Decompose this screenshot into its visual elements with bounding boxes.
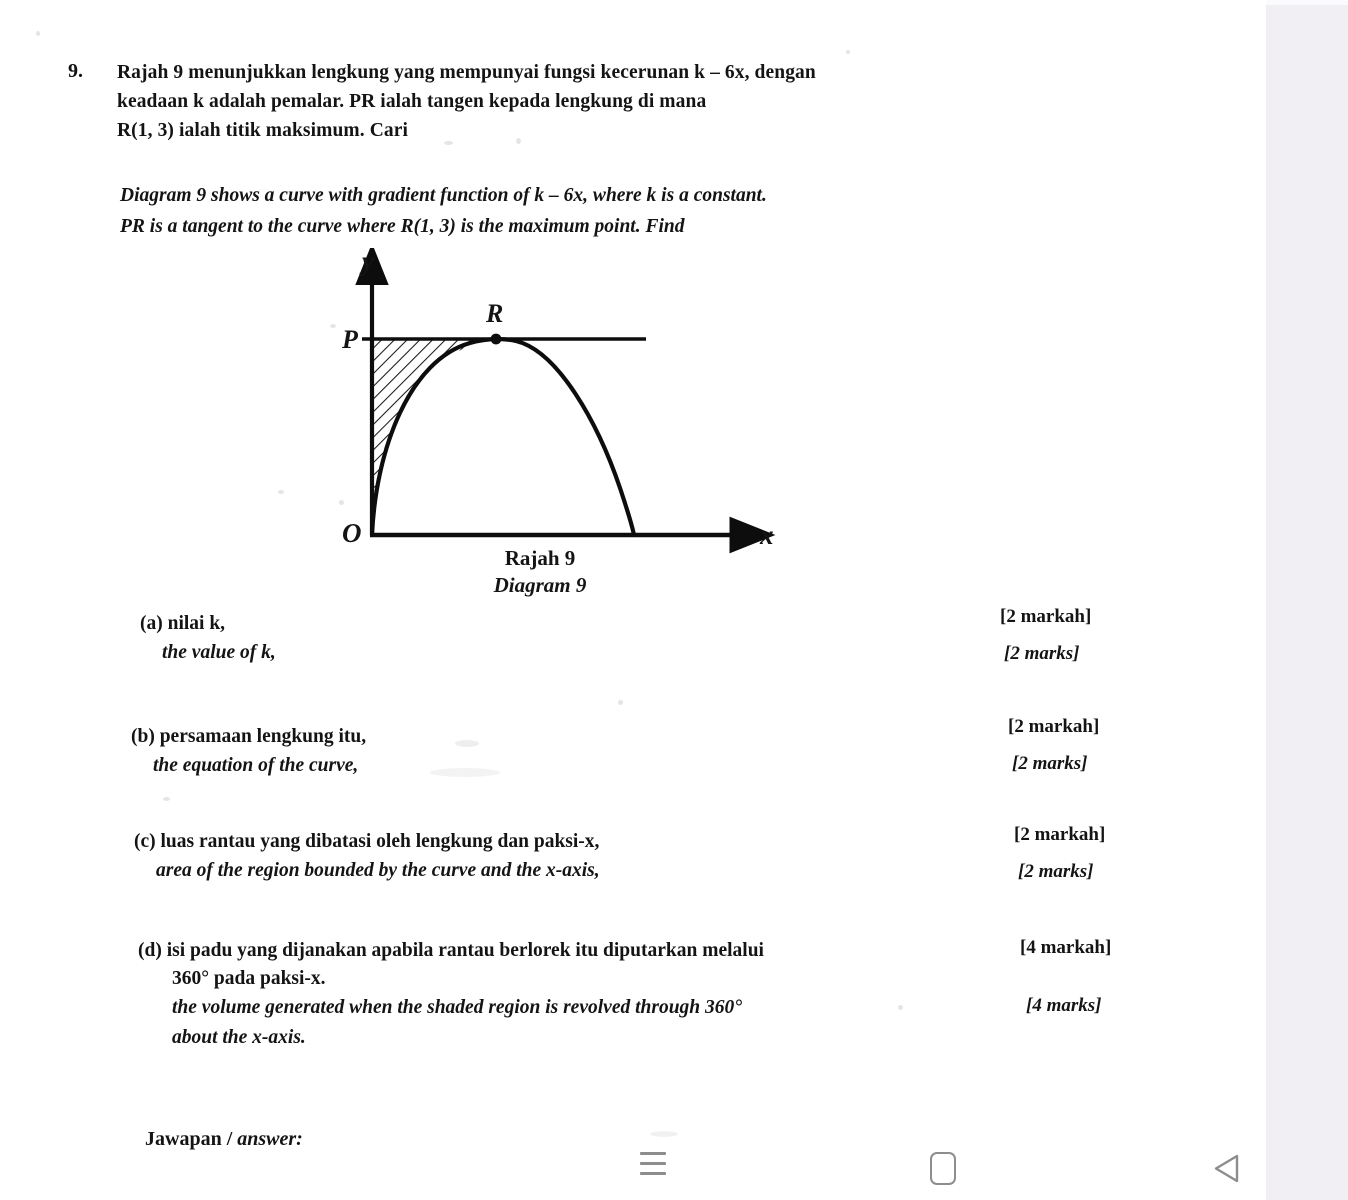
screen-edge-strip (1266, 0, 1348, 1200)
scan-speck (846, 50, 850, 54)
origin-label: O (342, 518, 362, 548)
part-c-label-malay: (c) luas rantau yang dibatasi oleh lengkung dan paksi-x, (134, 831, 600, 852)
part-d-label-malay-line-1: (d) isi padu yang dijanakan apabila rantau berlorek itu diputarkan melalui (138, 940, 764, 961)
scan-speck (163, 797, 170, 801)
back-button[interactable] (1212, 1152, 1242, 1185)
home-button[interactable] (930, 1152, 956, 1185)
menu-icon-bar (640, 1152, 666, 1155)
part-d-marks-english: [4 marks] (1026, 995, 1102, 1016)
screen-edge-strip-top (1266, 0, 1348, 5)
part-d-label-english-line-1: the volume generated when the shaded region is revolved through 360° (172, 997, 743, 1018)
part-b-marks-english: [2 marks] (1012, 753, 1088, 774)
answer-label-malay: Jawapan / (145, 1128, 233, 1150)
menu-icon-bar (640, 1162, 666, 1165)
diagram-caption-english: Diagram 9 (493, 573, 587, 597)
stem-english-line-1: Diagram 9 shows a curve with gradient function of k – 6x, where k is a constant. (120, 185, 767, 206)
part-d-marks-malay: [4 markah] (1020, 937, 1112, 958)
point-R-label: R (486, 299, 504, 328)
stem-english-line-2: PR is a tangent to the curve where R(1, 3) is the maximum point. Find (120, 216, 685, 237)
part-c (134, 828, 994, 886)
part-d-label-english-line-2: about the x-axis. (172, 1027, 306, 1048)
part-a-label-malay: (a) nilai k, (140, 613, 226, 634)
scan-speck (36, 31, 40, 36)
part-d (138, 937, 1018, 1053)
point-P-label: P (342, 325, 358, 354)
stem-malay-line-1: Rajah 9 menunjukkan lengkung yang mempunyai fungsi kecerunan k – 6x, dengan (117, 62, 816, 83)
scan-speck (618, 700, 623, 705)
scan-speck (650, 1131, 678, 1137)
part-a (140, 610, 920, 668)
diagram-caption-malay: Rajah 9 (504, 546, 576, 570)
part-a-label-english: the value of k, (162, 642, 276, 663)
part-b-label-malay: (b) persamaan lengkung itu, (131, 726, 367, 747)
part-c-marks-malay: [2 markah] (1014, 824, 1106, 845)
part-c-label-english: area of the region bounded by the curve and the x-axis, (156, 860, 600, 881)
part-a-marks-english: [2 marks] (1004, 643, 1080, 664)
question-stem-malay (117, 58, 977, 145)
stem-malay-line-2: keadaan k adalah pemalar. PR ialah tangen kepada lengkung di mana (117, 91, 707, 112)
android-navigation-bar (0, 1138, 1266, 1200)
stem-malay-line-3: R(1, 3) ialah titik maksimum. Cari (117, 120, 409, 141)
question-number: 9. (68, 60, 83, 82)
part-c-marks-english: [2 marks] (1018, 861, 1094, 882)
diagram-caption (330, 545, 750, 599)
y-axis-label: y (362, 248, 374, 276)
x-axis-label: x (760, 520, 774, 550)
part-d-label-malay-line-2: 360° pada paksi-x. (172, 968, 326, 989)
menu-icon-bar (640, 1172, 666, 1175)
part-a-marks-malay: [2 markah] (1000, 606, 1092, 627)
point-R-marker (491, 334, 502, 345)
part-b-label-english: the equation of the curve, (153, 755, 359, 776)
back-triangle-icon (1212, 1152, 1242, 1185)
recents-button[interactable] (640, 1152, 680, 1186)
part-b-marks-malay: [2 markah] (1008, 716, 1100, 737)
part-b (131, 723, 911, 781)
answer-label-english: answer: (237, 1128, 303, 1150)
question-stem-english (120, 180, 1000, 242)
scan-speck (278, 490, 284, 494)
